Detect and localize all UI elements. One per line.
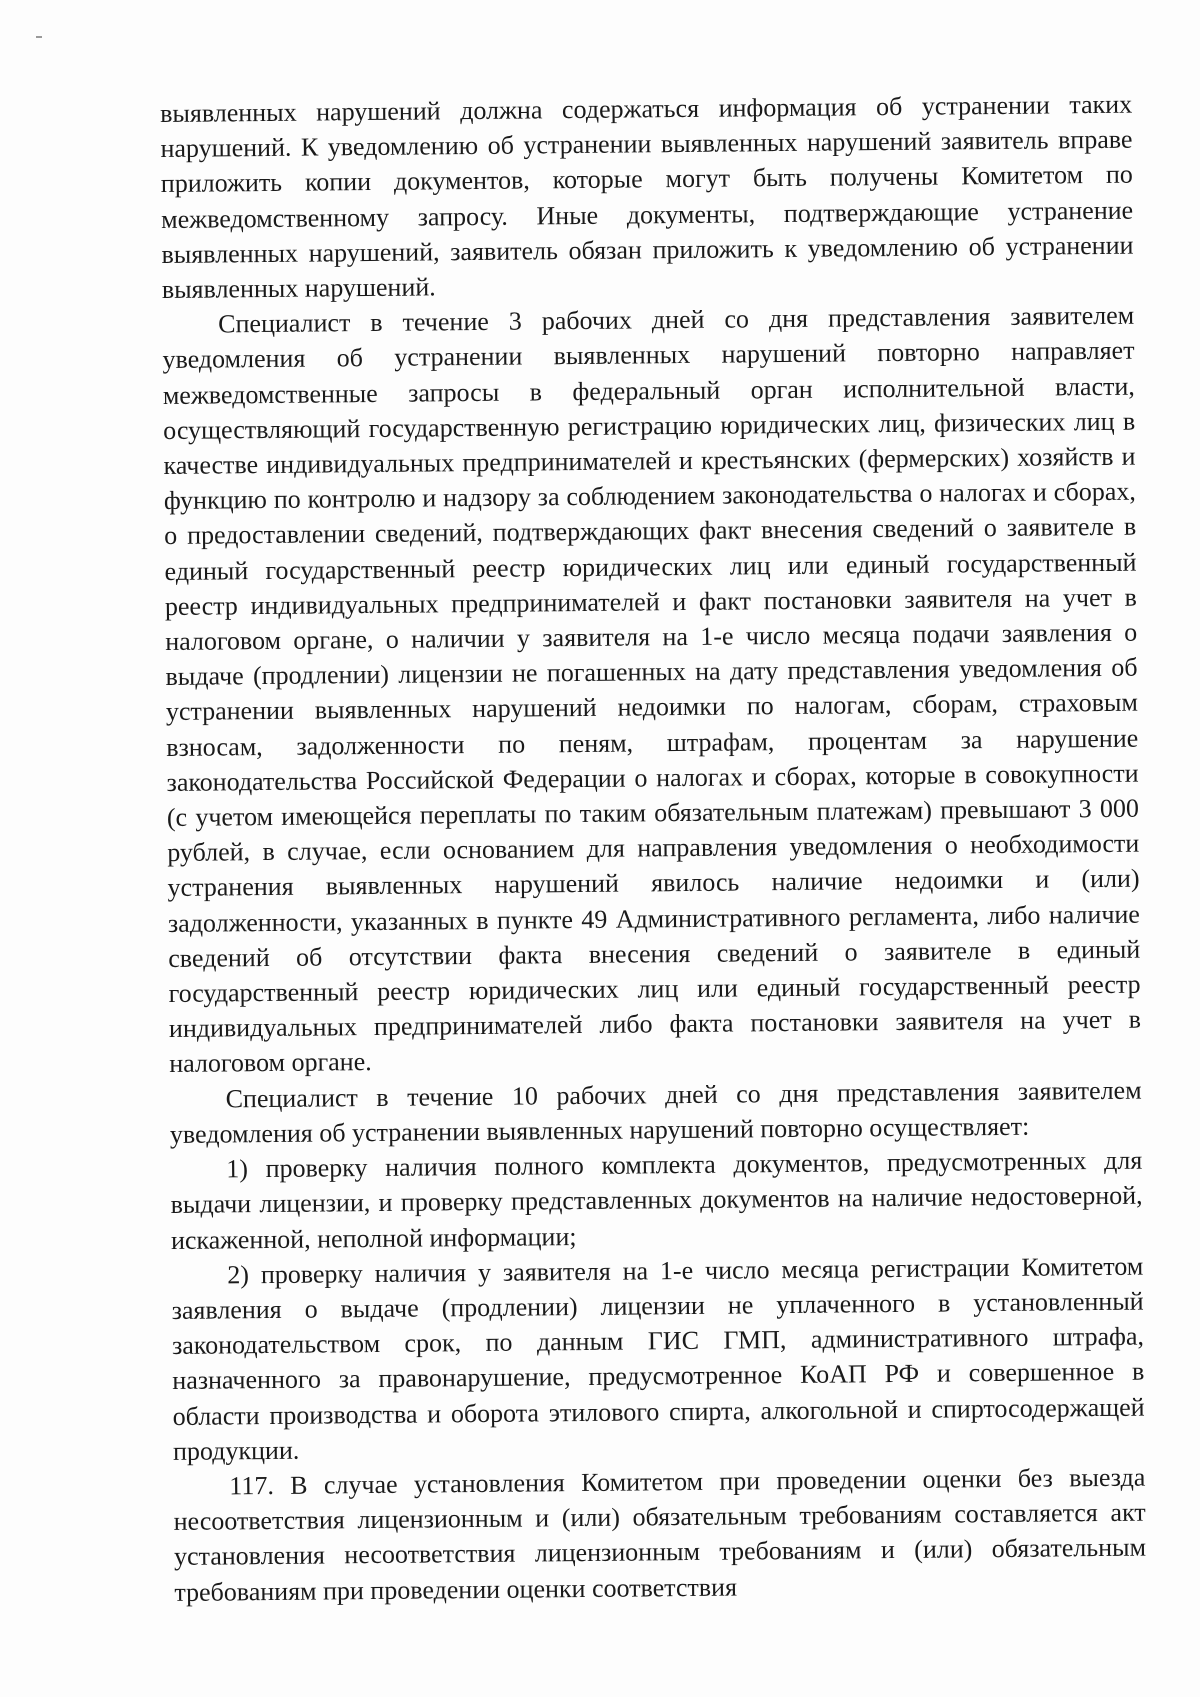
document-body — [160, 87, 1146, 1610]
scan-artifact — [36, 36, 42, 38]
list-item-1: 1) проверку наличия полного комплекта документов, предусмотренных для выдачи лицензии, и проверку представленных документов на наличие недостоверной, искаженной, неполной информации; — [170, 1145, 1143, 1255]
paragraph-clause-117: 117. В случае установления Комитетом при проведении оценки без выезда несоответствия лицензионным и (или) обязательным требованиям составляется акт установления несоответствия лицензионным требованиям и (или) обязательным требованиям при проведении оценки соответствия — [173, 1462, 1147, 1607]
paragraph-notification-content: выявленных нарушений должна содержаться информация об устранении таких нарушений. К уведомлению об устранении выявленных нарушений заявитель вправе приложить копии документов, которые могут быть получены Комитетом по межведомственному запросу. Иные документы, подтверждающие устранение выявленных нарушений, заявитель обязан приложить к уведомлению об устранении выявленных нарушений. — [160, 89, 1134, 305]
paragraph-interagency-requests: Специалист в течение 3 рабочих дней со дня представления заявителем уведомления об устранении выявленных нарушений повторно направляет межведомственные запросы в федеральный орган исполнительной власти, осуществляющий государственную регистрацию юридических лиц, физических лиц в качестве индивидуальных предпринимателей и крестьянских (фермерских) хозяйств и функцию по контролю и надзору за соблюдением законодательства о налогах и сборах, о предоставлении сведений, подтверждающих факт внесения сведений о заявителе в единый государственный реестр юридических лиц или единый государственный реестр индивидуальных предпринимателей и факт постановки заявителя на учет в налоговом органе, о наличии у заявителя на 1-е число месяца подачи заявления о выдаче (продлении) лицензии не погашенных на дату представления уведомления об устранении выявленных нарушений недоимки по налогам, сборам, страховым взносам, задолженности по пеням, штрафам, процентам за нарушение законодательства Российской Федерации о налогах и сборах, которые в совокупности (с учетом имеющейся переплаты по таким обязательным платежам) превышают 3 000 рублей, в случае, если основанием для направления уведомления о необходимости устранения выявленных нарушений явилось наличие недоимки и (или) задолженности, указанных в пункте 49 Административного регламента, либо наличие сведений об отсутствии факта внесения сведений о заявителе в единый государственный реестр юридических лиц или единый государственный реестр индивидуальных предпринимателей либо факта постановки заявителя на учет в налоговом органе. — [162, 300, 1142, 1079]
paragraph-repeated-checks-intro: Специалист в течение 10 рабочих дней со дня представления заявителем уведомления об устранении выявленных нарушений повторно осуществляет: — [169, 1075, 1142, 1149]
list-item-2: 2) проверку наличия у заявителя на 1-е число месяца регистрации Комитетом заявления о выдаче (продлении) лицензии не уплаченного в установленный законодательством срок, по данным ГИС ГМП, административного штрафа, назначенного за правонарушение, предусмотренное КоАП РФ и совершенное в области производства и оборота этилового спирта, алкогольной и спиртосодержащей продукции. — [171, 1251, 1145, 1466]
